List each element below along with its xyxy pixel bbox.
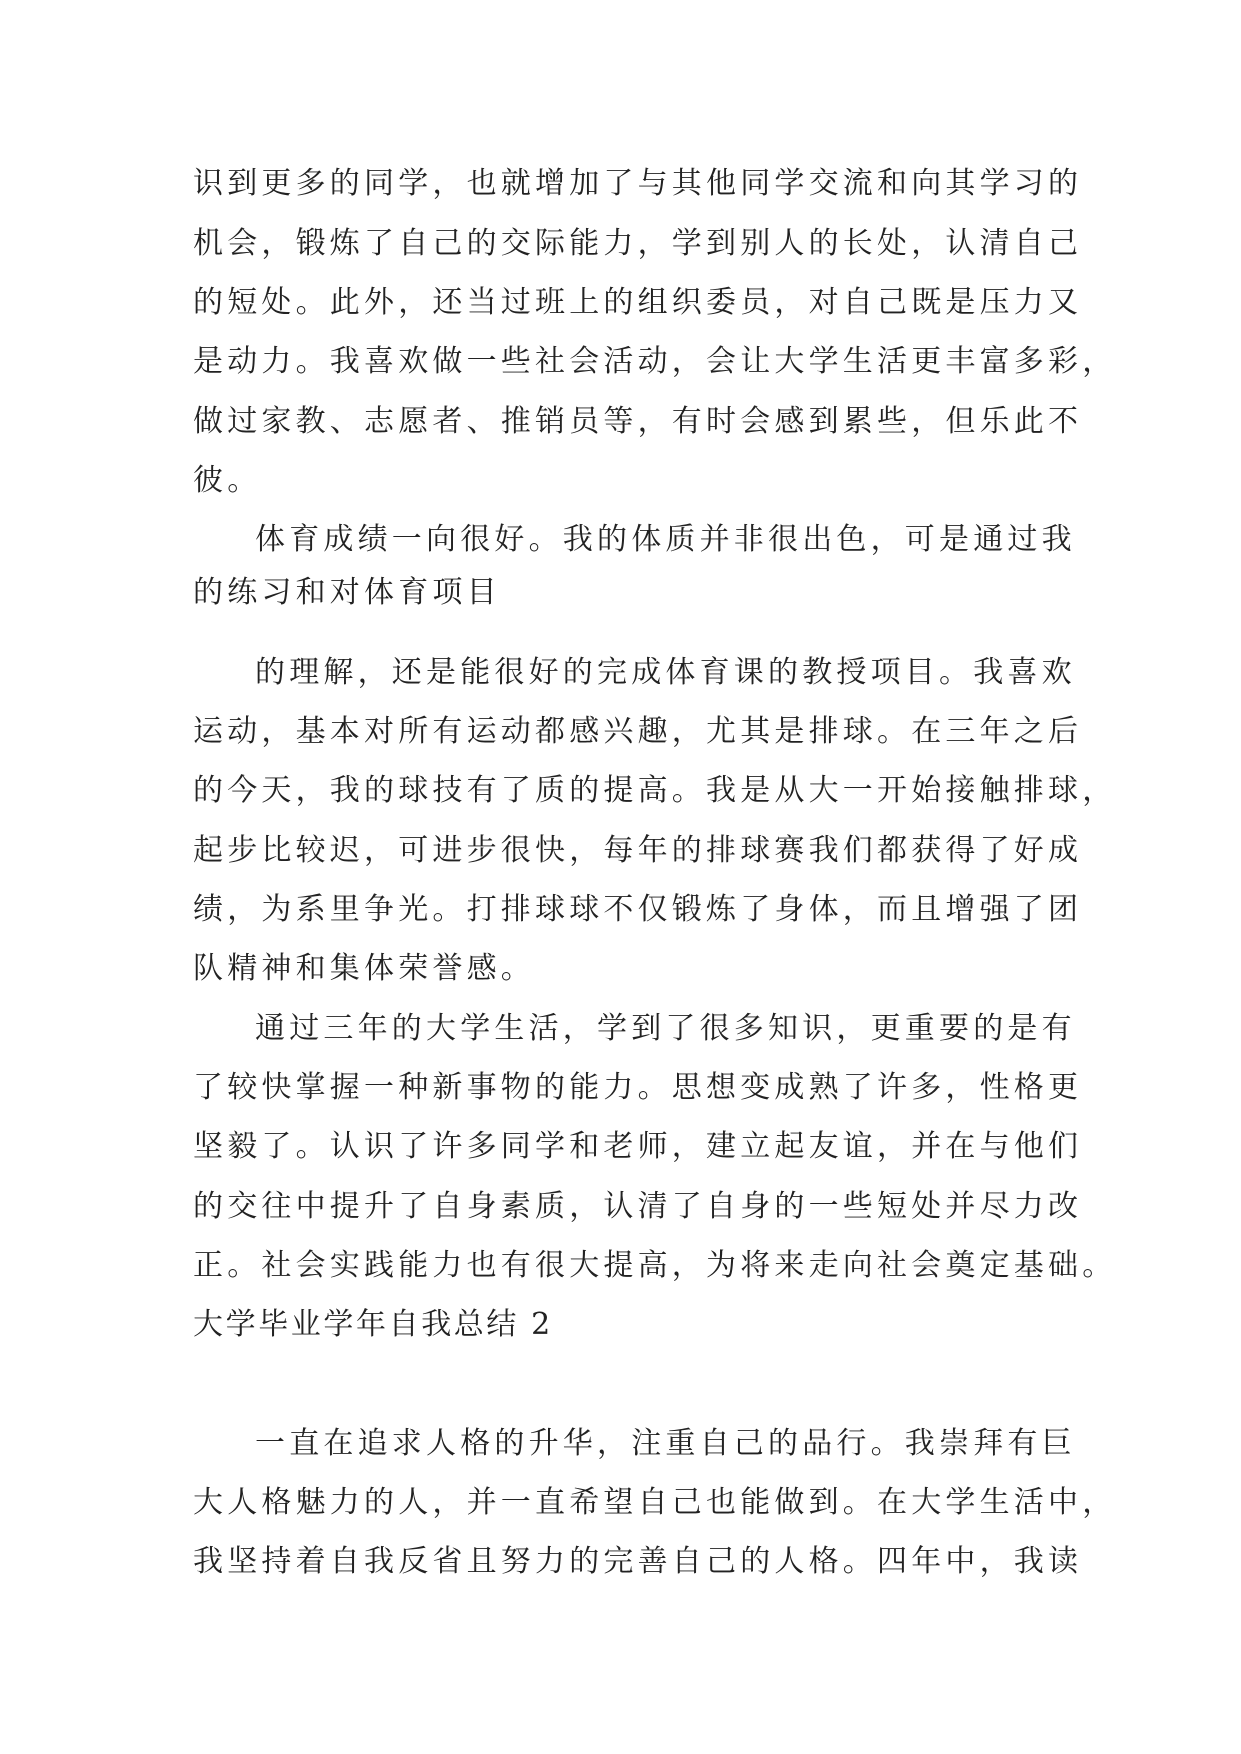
paragraph-line: 队精神和集体荣誉感。 (193, 951, 535, 986)
paragraph-line: 的交往中提升了自身素质，认清了自身的一些短处并尽力改 (193, 1189, 1083, 1224)
paragraph-line: 的短处。此外，还当过班上的组织委员，对自己既是压力又 (193, 285, 1083, 320)
paragraph-line: 彼。 (193, 463, 262, 498)
paragraph-line: 起步比较迟，可进步很快，每年的排球赛我们都获得了好成 (193, 833, 1083, 868)
section-heading: 大学毕业学年自我总结 2 (193, 1307, 553, 1342)
paragraph-line: 的理解，还是能很好的完成体育课的教授项目。我喜欢 (255, 655, 1076, 690)
paragraph-line: 我坚持着自我反省且努力的完善自己的人格。四年中，我读 (193, 1544, 1083, 1579)
paragraph-line: 的练习和对体育项目 (193, 575, 501, 610)
paragraph-line: 的今天，我的球技有了质的提高。我是从大一开始接触排球， (193, 773, 1117, 808)
paragraph-line: 绩，为系里争光。打排球球不仅锻炼了身体，而且增强了团 (193, 892, 1083, 927)
paragraph-line: 了较快掌握一种新事物的能力。思想变成熟了许多，性格更 (193, 1070, 1083, 1105)
paragraph-line: 是动力。我喜欢做一些社会活动，会让大学生活更丰富多彩， (193, 344, 1117, 379)
paragraph-line: 坚毅了。认识了许多同学和老师，建立起友谊，并在与他们 (193, 1129, 1083, 1164)
paragraph-line: 通过三年的大学生活，学到了很多知识，更重要的是有 (255, 1011, 1076, 1046)
paragraph-line: 机会，锻炼了自己的交际能力，学到别人的长处，认清自己 (193, 226, 1083, 261)
paragraph-line: 运动，基本对所有运动都感兴趣，尤其是排球。在三年之后 (193, 714, 1083, 749)
paragraph-line: 做过家教、志愿者、推销员等，有时会感到累些，但乐此不 (193, 404, 1083, 439)
paragraph-line: 识到更多的同学，也就增加了与其他同学交流和向其学习的 (193, 166, 1083, 201)
paragraph-line: 一直在追求人格的升华，注重自己的品行。我崇拜有巨 (255, 1426, 1076, 1461)
paragraph-line: 大人格魅力的人，并一直希望自己也能做到。在大学生活中， (193, 1485, 1117, 1520)
paragraph-line: 正。社会实践能力也有很大提高，为将来走向社会奠定基础。 (193, 1248, 1117, 1283)
paragraph-line: 体育成绩一向很好。我的体质并非很出色，可是通过我 (255, 522, 1076, 557)
